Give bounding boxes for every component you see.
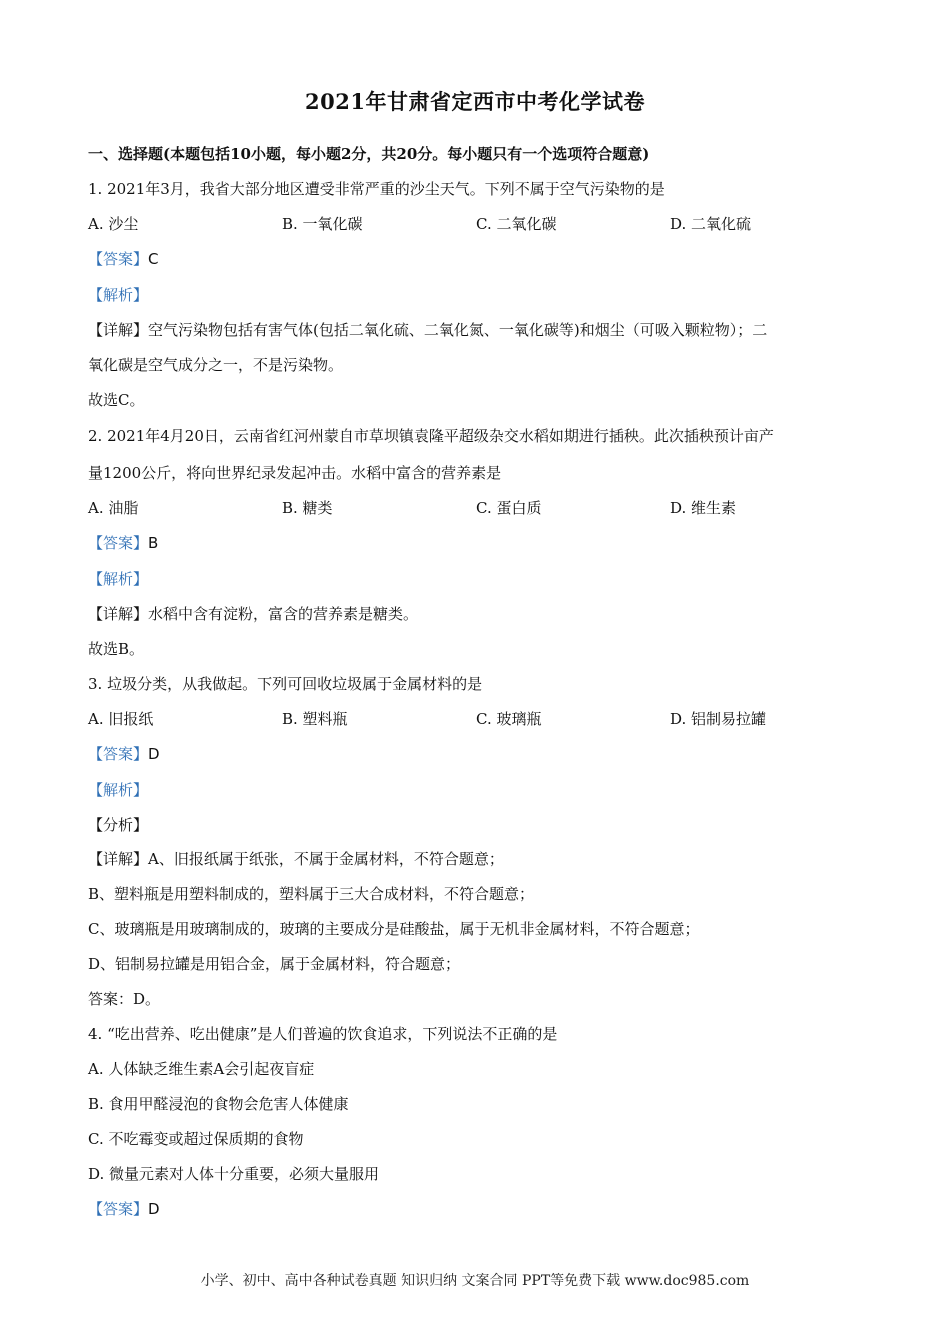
q4-option-b: B. 食用甲醛浸泡的食物会危害人体健康 (88, 1095, 349, 1113)
question-2-stem-line-2: 量1200公斤，将向世界纪录发起冲击。水稻中富含的营养素是 (88, 464, 502, 482)
q1-option-a: A. 沙尘 (88, 215, 139, 233)
q3-option-a: A. 旧报纸 (88, 710, 154, 728)
q3-detail-line-1: 【详解】A、旧报纸属于纸张，不属于金属材料，不符合题意； (88, 850, 504, 868)
q3-detail-line-2: B、塑料瓶是用塑料制成的，塑料属于三大合成材料，不符合题意； (88, 885, 535, 903)
q1-detail-line-2: 氧化碳是空气成分之一，不是污染物。 (88, 356, 344, 374)
answer-label: 【答案】 (88, 1200, 149, 1218)
document-title: 2021年甘肃省定西市中考化学试卷 (305, 89, 645, 114)
q2-analysis-label: 【解析】 (88, 570, 149, 588)
q1-conclusion: 故选C。 (88, 391, 145, 409)
answer-label: 【答案】 (88, 250, 149, 268)
question-3-stem: 3. 垃圾分类，从我做起。下列可回收垃圾属于金属材料的是 (88, 675, 483, 693)
q1-detail-line-1: 【详解】空气污染物包括有害气体(包括二氧化硫、二氧化氮、一氧化碳等)和烟尘（可吸入颗粒物）；二 (88, 321, 768, 339)
q3-option-d: D. 铝制易拉罐 (670, 710, 767, 728)
answer-value: D (148, 745, 160, 763)
q3-detail-line-4: D、铝制易拉罐是用铝合金，属于金属材料，符合题意； (88, 955, 461, 973)
q3-answer (88, 744, 160, 764)
q2-conclusion: 故选B。 (88, 640, 145, 658)
q3-conclusion: 答案：D。 (88, 990, 161, 1008)
question-2-stem-line-1: 2. 2021年4月20日，云南省红河州蒙自市草坝镇袁隆平超级杂交水稻如期进行插秧。此次插秧预计亩产 (88, 427, 774, 445)
q2-detail-line-1: 【详解】水稻中含有淀粉，富含的营养素是糖类。 (88, 605, 419, 623)
q1-option-b: B. 一氧化碳 (282, 215, 363, 233)
q2-option-a: A. 油脂 (88, 499, 139, 517)
q3-analysis-label: 【解析】 (88, 781, 149, 799)
page-footer: 小学、初中、高中各种试卷真题 知识归纳 文案合同 PPT等免费下载 www.doc985.com (200, 1273, 750, 1289)
answer-value: B (148, 534, 159, 552)
q4-option-a: A. 人体缺乏维生素A会引起夜盲症 (88, 1060, 315, 1078)
q4-answer (88, 1199, 160, 1219)
section-heading: 一、选择题(本题包括10小题，每小题2分，共20分。每小题只有一个选项符合题意) (88, 145, 650, 163)
answer-value: D (148, 1200, 160, 1218)
q1-answer (88, 249, 159, 269)
q3-option-b: B. 塑料瓶 (282, 710, 348, 728)
q2-option-d: D. 维生素 (670, 499, 737, 517)
q1-option-c: C. 二氧化碳 (476, 215, 557, 233)
q2-answer (88, 533, 158, 553)
q2-option-b: B. 糖类 (282, 499, 333, 517)
q1-analysis-label: 【解析】 (88, 286, 149, 304)
q2-option-c: C. 蛋白质 (476, 499, 542, 517)
q4-option-c: C. 不吃霉变或超过保质期的食物 (88, 1130, 304, 1148)
q3-option-c: C. 玻璃瓶 (476, 710, 542, 728)
q1-option-d: D. 二氧化硫 (670, 215, 752, 233)
question-1-stem: 1. 2021年3月，我省大部分地区遭受非常严重的沙尘天气。下列不属于空气污染物的是 (88, 180, 665, 198)
q3-detail-line-3: C、玻璃瓶是用玻璃制成的，玻璃的主要成分是硅酸盐，属于无机非金属材料，不符合题意； (88, 920, 700, 938)
q4-option-d: D. 微量元素对人体十分重要，必须大量服用 (88, 1165, 380, 1183)
answer-label: 【答案】 (88, 534, 149, 552)
answer-label: 【答案】 (88, 745, 149, 763)
answer-value: C (148, 250, 159, 268)
q3-fenxi-label: 【分析】 (88, 816, 149, 834)
question-4-stem: 4. “吃出营养、吃出健康”是人们普遍的饮食追求，下列说法不正确的是 (88, 1025, 558, 1043)
